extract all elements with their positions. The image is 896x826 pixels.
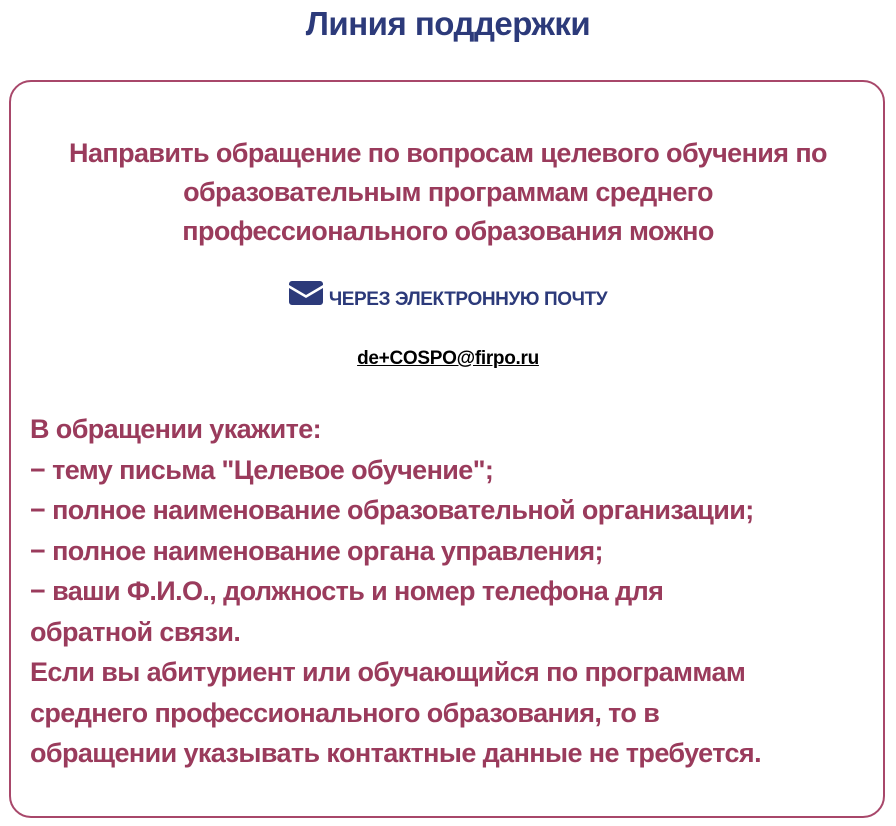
- contact-method: [0, 283, 896, 317]
- intro-line: Направить обращение по вопросам целевого обучения по: [69, 138, 827, 168]
- instructions-text: [30, 409, 880, 774]
- instruction-line: В обращении укажите:: [30, 414, 321, 444]
- instruction-line: − ваши Ф.И.О., должность и номер телефона для: [30, 576, 664, 606]
- instruction-line: обратной связи.: [30, 616, 241, 647]
- instruction-line: обращении указывать контактные данные не требуется.: [30, 738, 761, 768]
- page-title: Линия поддержки: [305, 5, 591, 42]
- envelope-icon: [289, 281, 323, 315]
- instruction-line: − тему письма "Целевое обучение";: [30, 454, 494, 485]
- intro-line: образовательным программам среднего: [183, 177, 713, 207]
- contact-method-label: ЧЕРЕЗ ЭЛЕКТРОННУЮ ПОЧТУ: [328, 289, 608, 311]
- intro-text: [0, 134, 896, 251]
- email-link[interactable]: de+COSPO@firpo.ru: [357, 348, 539, 369]
- instruction-line: − полное наименование органа управления;: [30, 535, 603, 566]
- instruction-line: среднего профессионального образования, то в: [30, 697, 660, 728]
- intro-line: профессионального образования можно: [182, 216, 714, 246]
- instruction-line: Если вы абитуриент или обучающийся по программам: [30, 657, 746, 687]
- instruction-line: − полное наименование образовательной организации;: [30, 495, 754, 525]
